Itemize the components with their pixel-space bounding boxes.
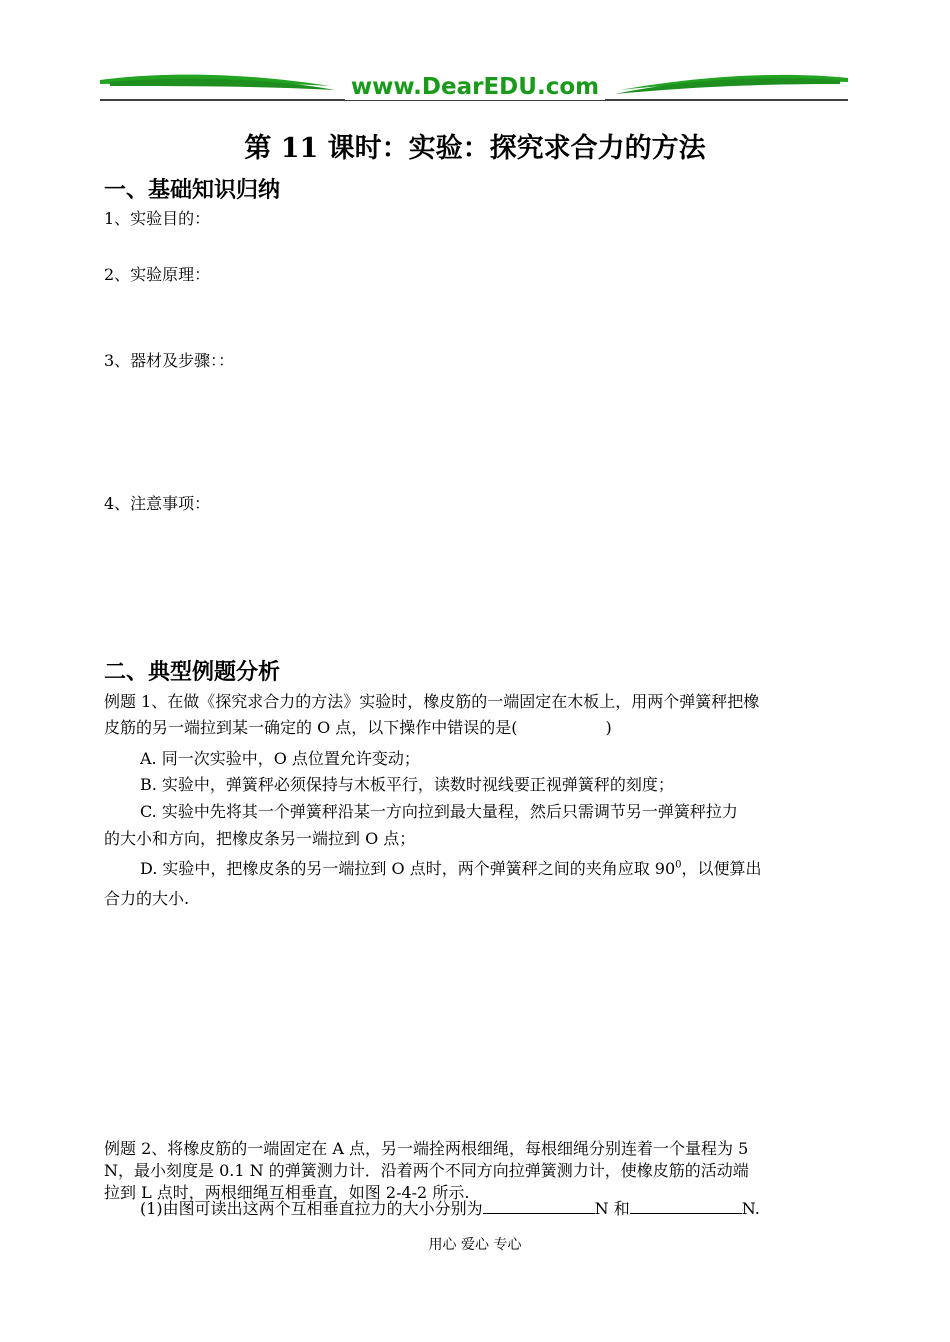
option-b: B. 实验中，弹簧秤必须保持与木板平行，读数时视线要正视弹簧秤的刻度； (140, 775, 674, 794)
page-footer: 用心 爱心 专心 (428, 1237, 522, 1253)
example1-line2-text: 皮筋的另一端拉到某一确定的 O 点，以下操作中错误的是( (104, 718, 518, 737)
q1-text: (1)由图可读出这两个互相垂直拉力的大小分别为 (140, 1199, 483, 1218)
option-d-text-end: ，以便算出 (681, 859, 762, 878)
option-d-text: D. 实验中，把橡皮条的另一端拉到 O 点时，两个弹簧秤之间的夹角应取 90 (140, 859, 676, 878)
example1-line2 (104, 715, 612, 738)
item-principle: 2、实验原理： (104, 265, 211, 284)
degree-superscript: 0 (675, 859, 682, 871)
example2-line2: N，最小刻度是 0.1 N 的弹簧测力计．沿着两个不同方向拉弹簧测力计，使橡皮筋的活动端 (104, 1161, 749, 1180)
option-a: A. 同一次实验中，O 点位置允许变动； (140, 749, 420, 768)
option-c-line1: C. 实验中先将其一个弹簧秤沿某一方向拉到最大量程，然后只需调节另一弹簧秤拉力 (140, 802, 738, 821)
section-two-heading: 二、典型例题分析 (104, 659, 281, 685)
site-logo-text: www.DearEDU.com (345, 74, 605, 100)
item-equipment-steps: 3、器材及步骤：： (104, 351, 235, 370)
example2-line1: 例题 2、将橡皮筋的一端固定在 A 点，另一端拴两根细绳，每根细绳分别连着一个量程为 5 (104, 1139, 749, 1158)
answer-blank-2[interactable] (630, 1199, 742, 1214)
page-title: 第 11 课时：实验：探究求合力的方法 (244, 133, 706, 164)
example2-question1 (140, 1196, 760, 1219)
example1-line1: 例题 1、在做《探究求合力的方法》实验时，橡皮筋的一端固定在木板上，用两个弹簧秤把橡 (104, 692, 760, 711)
item-notes: 4、注意事项： (104, 494, 211, 513)
item-purpose: 1、实验目的： (104, 209, 211, 228)
option-d-line1 (140, 856, 762, 879)
example1-line2-close: ) (605, 718, 612, 737)
q1-end: N. (741, 1199, 760, 1218)
option-c-line2: 的大小和方向，把橡皮条另一端拉到 O 点； (104, 829, 416, 848)
example2-line3: 拉到 L 点时，两根细绳互相垂直，如图 2-4-2 所示. (104, 1183, 470, 1202)
option-d-line2: 合力的大小. (104, 889, 190, 908)
section-one-heading: 一、基础知识归纳 (104, 177, 281, 203)
q1-mid: N 和 (594, 1199, 630, 1218)
answer-blank-1[interactable] (483, 1199, 595, 1214)
